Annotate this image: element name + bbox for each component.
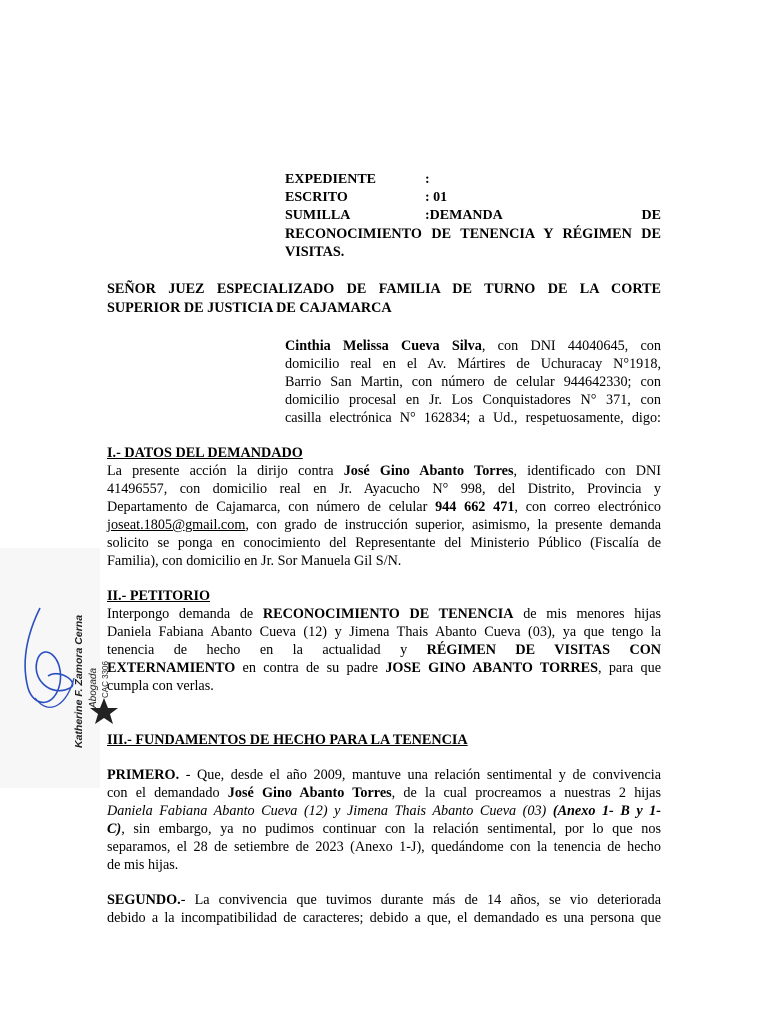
s1-l1-a: La presente acción la dirijo contra <box>107 463 344 479</box>
s3-p2-line-2: debido a la incompatibilidad de caracteres; debido a que, el demandado es una persona que <box>107 910 661 926</box>
section-3-title: III.- FUNDAMENTOS DE HECHO PARA LA TENENCIA <box>107 732 468 748</box>
primero-label: PRIMERO. <box>107 767 180 783</box>
defendant-name: José Gino Abanto Torres <box>343 463 514 479</box>
sumilla-value: :DEMANDA <box>425 208 503 223</box>
sumilla-line-3: VISITAS. <box>285 244 345 260</box>
segundo-label: SEGUNDO. <box>107 892 181 908</box>
expediente-row <box>285 171 430 189</box>
s3-p1-line-5: separamos, el 28 de setiembre de 2023 (Anexo 1-J), quedándome con la tenencia de hecho <box>107 839 661 855</box>
s1-line-1 <box>107 462 661 480</box>
section-2-title: II.- PETITORIO <box>107 588 211 604</box>
s1-line-3 <box>107 498 661 516</box>
expediente-value: : <box>425 172 430 187</box>
sumilla-row <box>285 207 661 225</box>
stamp-name: Katherine F. Zamora Cerna <box>73 614 85 748</box>
s3-p2-line-1 <box>107 891 661 909</box>
sumilla-line-2: RECONOCIMIENTO DE TENENCIA Y RÉGIMEN DE <box>285 226 661 242</box>
s3-p1-l3-a: Daniela Fabiana Abanto Cueva (12) y Jimena Thais Abanto Cueva (03) <box>107 803 553 819</box>
s1-line-4 <box>107 516 661 534</box>
escrito-label: ESCRITO <box>285 190 348 205</box>
s3-p1-l1-b: - Que, desde el año 2009, mantuve una relación sentimental y de convivencia <box>179 767 661 783</box>
s2-line-5: cumpla con verlas. <box>107 678 214 694</box>
s3-p1-l4-a: C) <box>107 821 122 837</box>
s3-p1-line-4 <box>107 820 661 838</box>
s1-l1-c: , identificado con DNI <box>513 463 661 479</box>
s2-l4-a: EXTERNAMIENTO <box>107 660 236 676</box>
s3-p1-l2-b: José Gino Abanto Torres <box>227 785 392 801</box>
defendant-phone: 944 662 471 <box>435 499 515 515</box>
addressee-line-1: SEÑOR JUEZ ESPECIALIZADO DE FAMILIA DE TURNO DE LA CORTE <box>107 281 661 297</box>
stamp-reg: CAC 3306 <box>101 661 110 698</box>
s2-l1-a: Interpongo demanda de <box>107 606 263 622</box>
section-1-title: I.- DATOS DEL DEMANDADO <box>107 445 303 461</box>
intro-line-5: casilla electrónica N° 162834; a Ud., respetuosamente, digo: <box>285 410 661 426</box>
intro-line-3: Barrio San Martin, con número de celular 944642330; con <box>285 374 661 390</box>
stamp-title: Abogada <box>88 667 99 708</box>
s1-line-5: solicito se ponga en conocimiento del Representante del Ministerio Público (Fiscalía de <box>107 535 661 551</box>
s2-l1-c: de mis menores hijas <box>513 606 662 622</box>
signature-icon <box>0 548 110 788</box>
s2-l3-a: tenencia de hecho en la actualidad y <box>107 642 427 658</box>
escrito-row <box>285 189 447 207</box>
s2-l4-d: , para que <box>597 660 661 676</box>
plaintiff-name: Cinthia Melissa Cueva Silva <box>285 338 482 354</box>
s1-line-2: 41496557, con domicilio real en Jr. Ayacucho N° 998, del Distrito, Provincia y <box>107 481 661 497</box>
s2-line-1 <box>107 605 661 623</box>
s3-p1-l4-b: , sin embargo, ya no pudimos continuar con la relación sentimental, por lo que nos <box>121 821 661 837</box>
s2-l3-b: RÉGIMEN DE VISITAS CON <box>426 642 661 658</box>
s1-l3-a: Departamento de Cajamarca, con número de celular <box>107 499 436 515</box>
s3-p1-l2-a: con el demandado <box>107 785 228 801</box>
lawyer-stamp <box>0 548 110 788</box>
s2-line-4 <box>107 659 661 677</box>
s2-line-3 <box>107 641 661 659</box>
intro-line-2: domicilio real en el Av. Mártires de Uchuracay N°1918, <box>285 356 661 372</box>
escrito-value: : 01 <box>425 190 448 205</box>
s1-l3-c: , con correo electrónico <box>514 499 661 515</box>
s3-p1-line-3 <box>107 802 661 820</box>
s1-line-6: Familia), con domicilio en Jr. Sor Manuela Gil S/N. <box>107 553 402 569</box>
sumilla-de: DE <box>641 208 661 223</box>
s3-p2-l1-b: - La convivencia que tuvimos durante más de 14 años, se vio deteriorada <box>180 892 661 908</box>
intro-line-4: domicilio procesal en Jr. Los Conquistadores N° 371, con <box>285 392 661 408</box>
intro-line-1-text: , con DNI 44040645, con <box>481 338 661 354</box>
defendant-email-link[interactable]: joseat.1805@gmail.com <box>107 517 246 533</box>
intro-line-1 <box>285 337 661 355</box>
s3-p1-line-2 <box>107 784 661 802</box>
s2-l4-b: en contra de su padre <box>235 660 386 676</box>
s3-p1-l3-b: (Anexo 1- B y 1- <box>552 803 661 819</box>
s2-line-2: Daniela Fabiana Abanto Cueva (12) y Jimena Thais Abanto Cueva (03), ya que tengo la <box>107 624 661 640</box>
s3-p1-line-1 <box>107 766 661 784</box>
s1-l4-b: , con grado de instrucción superior, asimismo, la presente demanda <box>245 517 661 533</box>
s2-l4-c: JOSE GINO ABANTO TORRES <box>385 660 598 676</box>
s3-p1-l2-c: , de la cual procreamos a nuestras 2 hijas <box>391 785 661 801</box>
expediente-label: EXPEDIENTE <box>285 172 377 187</box>
s2-l1-b: RECONOCIMIENTO DE TENENCIA <box>262 606 514 622</box>
addressee-line-2: SUPERIOR DE JUSTICIA DE CAJAMARCA <box>107 300 392 316</box>
sumilla-label: SUMILLA <box>285 208 351 223</box>
s3-p1-line-6: de mis hijas. <box>107 857 179 873</box>
